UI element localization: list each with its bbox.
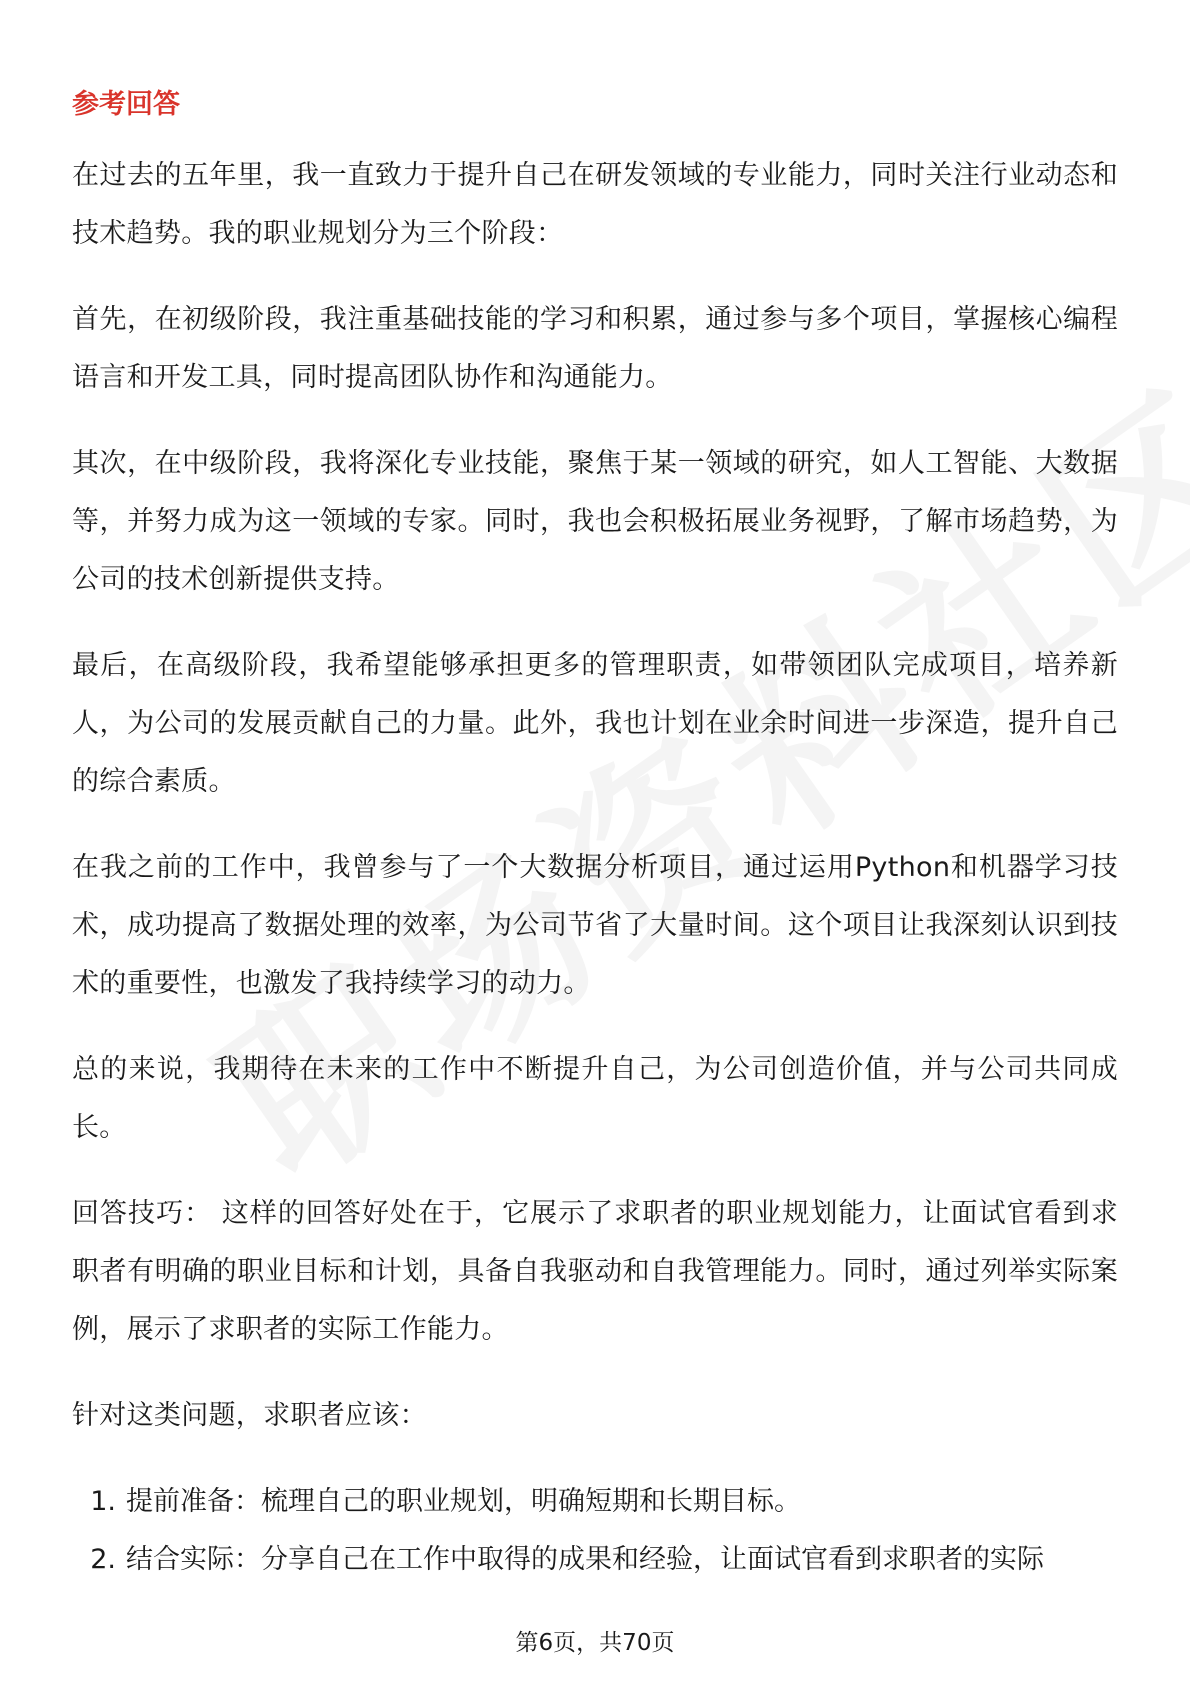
list-item-number: 2. <box>90 1544 116 1575</box>
paragraph-advice-intro: 针对这类问题，求职者应该： <box>72 1400 427 1431</box>
paragraph-example: 在我之前的工作中，我曾参与了一个大数据分析项目，通过运用Python和机器学习技术，成功提高了数据处理的效率，为公司节省了大量时间。这个项目让我深刻认识到技术的重要性，也激发了我持续学习的动力。 <box>72 852 1118 999</box>
list-item-number: 1. <box>90 1486 116 1517</box>
paragraph-stage-2: 其次，在中级阶段，我将深化专业技能，聚焦于某一领域的研究，如人工智能、大数据等，并努力成为这一领域的专家。同时，我也会积极拓展业务视野，了解市场趋势，为公司的技术创新提供支持。 <box>72 448 1118 595</box>
paragraph-stage-1: 首先，在初级阶段，我注重基础技能的学习和积累，通过参与多个项目，掌握核心编程语言和开发工具，同时提高团队协作和沟通能力。 <box>72 304 1118 393</box>
paragraph-intro: 在过去的五年里，我一直致力于提升自己在研发领域的专业能力，同时关注行业动态和技术趋势。我的职业规划分为三个阶段： <box>72 160 1118 249</box>
document-body <box>72 85 1118 1589</box>
list-item <box>72 1473 1118 1531</box>
list-item-text: 结合实际：分享自己在工作中取得的成果和经验，让面试官看到求职者的实际 <box>126 1544 1044 1575</box>
advice-list <box>72 1473 1118 1589</box>
section-heading: 参考回答 <box>72 89 180 120</box>
paragraph-tips: 回答技巧： 这样的回答好处在于，它展示了求职者的职业规划能力，让面试官看到求职者有明确的职业目标和计划，具备自我驱动和自我管理能力。同时，通过列举实际案例，展示了求职者的实际工作能力。 <box>72 1198 1118 1345</box>
page-footer: 第6页，共70页 <box>515 1630 675 1656</box>
paragraph-stage-3: 最后，在高级阶段，我希望能够承担更多的管理职责，如带领团队完成项目，培养新人，为公司的发展贡献自己的力量。此外，我也计划在业余时间进一步深造，提升自己的综合素质。 <box>72 650 1118 797</box>
paragraph-summary: 总的来说，我期待在未来的工作中不断提升自己，为公司创造价值，并与公司共同成长。 <box>72 1054 1118 1143</box>
list-item-text: 提前准备：梳理自己的职业规划，明确短期和长期目标。 <box>126 1486 801 1517</box>
list-item <box>72 1531 1118 1589</box>
